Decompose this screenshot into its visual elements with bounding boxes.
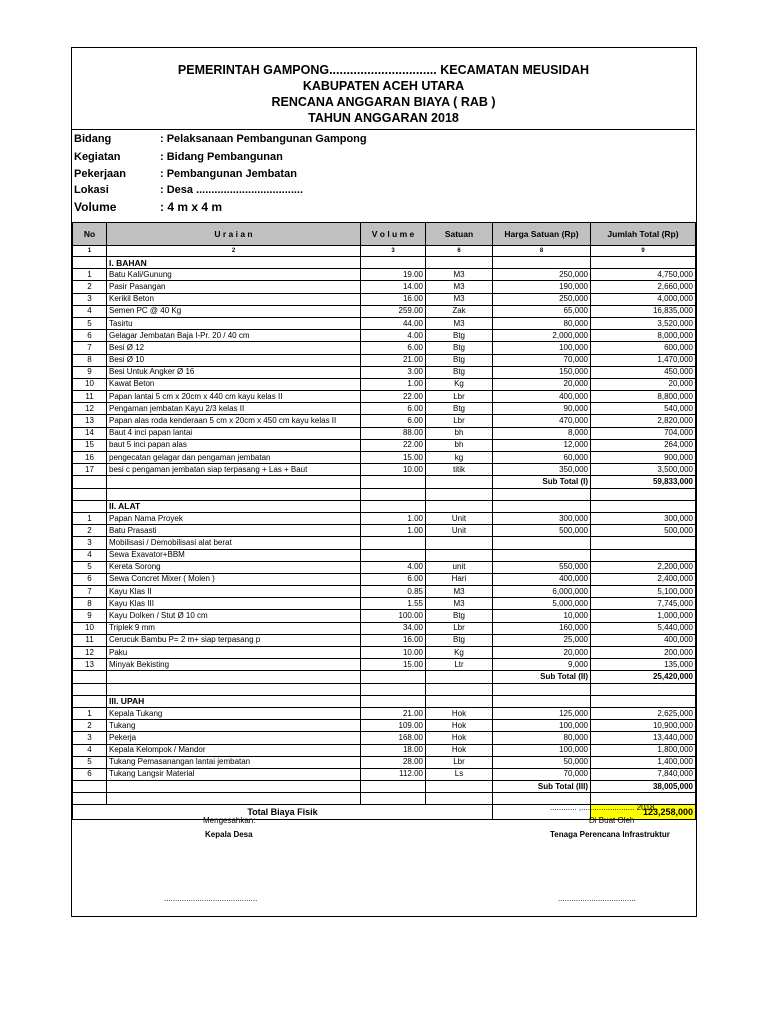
table-row: [73, 659, 696, 671]
row-volume: [361, 537, 426, 549]
row-no: 11: [73, 391, 107, 403]
row-volume: 28.00: [361, 756, 426, 768]
table-row: [73, 415, 696, 427]
table-row: [73, 744, 696, 756]
row-harga: 65,000: [493, 305, 591, 317]
row-no: 1: [73, 707, 107, 719]
row-uraian: Papan alas roda kenderaan 5 cm x 20cm x 450 cm kayu kelas II: [107, 415, 361, 427]
row-uraian: Kawat Beton: [107, 378, 361, 390]
row-satuan: Unit: [426, 525, 493, 537]
row-uraian: Semen PC @ 40 Kg: [107, 305, 361, 317]
row-satuan: Hok: [426, 732, 493, 744]
row-jumlah: 4,750,000: [591, 269, 696, 281]
row-no: 17: [73, 464, 107, 476]
row-jumlah: [591, 549, 696, 561]
table-row: [73, 561, 696, 573]
row-volume: 34.00: [361, 622, 426, 634]
row-jumlah: 16,835,000: [591, 305, 696, 317]
row-no: 10: [73, 622, 107, 634]
row-satuan: Kg: [426, 647, 493, 659]
row-harga: 2,000,000: [493, 330, 591, 342]
row-volume: 19.00: [361, 269, 426, 281]
total-label: Total Biaya Fisik: [73, 805, 493, 820]
table-row: [73, 464, 696, 476]
row-volume: 168.00: [361, 732, 426, 744]
table-row: [73, 512, 696, 524]
row-no: 13: [73, 659, 107, 671]
row-satuan: Zak: [426, 305, 493, 317]
row-satuan: Btg: [426, 330, 493, 342]
row-volume: 6.00: [361, 573, 426, 585]
row-uraian: Batu Kali/Gunung: [107, 269, 361, 281]
table-row: [73, 281, 696, 293]
section-title: II. ALAT: [107, 500, 361, 512]
row-harga: 20,000: [493, 378, 591, 390]
row-volume: 100.00: [361, 610, 426, 622]
row-jumlah: 3,520,000: [591, 317, 696, 329]
row-uraian: Besi Ø 12: [107, 342, 361, 354]
row-no: 3: [73, 537, 107, 549]
col-no: No: [73, 223, 107, 246]
row-harga: 300,000: [493, 512, 591, 524]
table-row: [73, 403, 696, 415]
row-no: 4: [73, 549, 107, 561]
footer-kepala-desa: Kepala Desa: [205, 830, 253, 839]
subtotal-label: Sub Total (III): [493, 781, 591, 793]
row-satuan: kg: [426, 452, 493, 464]
row-harga: 190,000: [493, 281, 591, 293]
row-harga: 400,000: [493, 391, 591, 403]
row-volume: 6.00: [361, 415, 426, 427]
row-volume: 15.00: [361, 452, 426, 464]
row-no: 2: [73, 720, 107, 732]
row-harga: 70,000: [493, 354, 591, 366]
table-row: [73, 293, 696, 305]
table-row: [73, 305, 696, 317]
row-jumlah: 600,000: [591, 342, 696, 354]
row-uraian: Cerucuk Bambu P= 2 m+ siap terpasang p: [107, 634, 361, 646]
row-harga: 250,000: [493, 293, 591, 305]
project-info: Bidang : Pelaksanaan Pembangunan Gampong Kegiatan : Bidang Pembangunan Pekerjaan : Pembangunan Jembatan Lokasi : Desa ................................... Volume : 4 m x 4 m: [74, 133, 367, 214]
row-uraian: Kepala Tukang: [107, 707, 361, 719]
row-no: 6: [73, 330, 107, 342]
table-row: [73, 427, 696, 439]
row-volume: 1.00: [361, 525, 426, 537]
row-satuan: Hari: [426, 573, 493, 585]
row-uraian: Triplek 9 mm: [107, 622, 361, 634]
subtotal-value: 25,420,000: [591, 671, 696, 683]
col-jumlah: Jumlah Total (Rp): [591, 223, 696, 246]
row-no: 13: [73, 415, 107, 427]
row-jumlah: 500,000: [591, 525, 696, 537]
row-jumlah: 2,820,000: [591, 415, 696, 427]
table-row: [73, 525, 696, 537]
row-volume: 16.00: [361, 293, 426, 305]
row-harga: 70,000: [493, 768, 591, 780]
row-volume: 16.00: [361, 634, 426, 646]
row-jumlah: 1,000,000: [591, 610, 696, 622]
table-row: [73, 647, 696, 659]
row-jumlah: 200,000: [591, 647, 696, 659]
section-title: I. BAHAN: [107, 257, 361, 269]
row-volume: 109.00: [361, 720, 426, 732]
row-jumlah: 1,800,000: [591, 744, 696, 756]
header-line-4: TAHUN ANGGARAN 2018: [308, 111, 459, 125]
row-no: 2: [73, 525, 107, 537]
row-jumlah: 900,000: [591, 452, 696, 464]
row-jumlah: 13,440,000: [591, 732, 696, 744]
row-uraian: Kayu Dolken / Stut Ø 10 cm: [107, 610, 361, 622]
row-satuan: M3: [426, 586, 493, 598]
row-satuan: Btg: [426, 342, 493, 354]
row-no: 3: [73, 732, 107, 744]
row-uraian: Tukang Langsir Material: [107, 768, 361, 780]
row-satuan: Btg: [426, 403, 493, 415]
row-volume: 4.00: [361, 330, 426, 342]
row-harga: 100,000: [493, 342, 591, 354]
table-header-row: [73, 223, 696, 246]
row-volume: [361, 549, 426, 561]
row-harga: [493, 537, 591, 549]
row-uraian: Besi Ø 10: [107, 354, 361, 366]
row-jumlah: 1,470,000: [591, 354, 696, 366]
row-jumlah: 4,000,000: [591, 293, 696, 305]
row-uraian: Kayu Klas III: [107, 598, 361, 610]
row-jumlah: 2,625,000: [591, 707, 696, 719]
spacer-row: [73, 683, 696, 695]
row-satuan: bh: [426, 427, 493, 439]
subtotal-value: 59,833,000: [591, 476, 696, 488]
footer-tenaga: Tenaga Perencana Infrastruktur: [550, 830, 670, 839]
col-uraian: U r a i a n: [107, 223, 361, 246]
row-satuan: M3: [426, 598, 493, 610]
table-row: [73, 391, 696, 403]
row-jumlah: 2,400,000: [591, 573, 696, 585]
row-uraian: Kereta Sorong: [107, 561, 361, 573]
row-satuan: [426, 549, 493, 561]
col-satuan: Satuan: [426, 223, 493, 246]
row-uraian: Kepala Kelompok / Mandor: [107, 744, 361, 756]
row-satuan: Lbr: [426, 391, 493, 403]
row-uraian: besi c pengaman jembatan siap terpasang + Las + Baut: [107, 464, 361, 476]
row-jumlah: 8,000,000: [591, 330, 696, 342]
row-jumlah: 3,500,000: [591, 464, 696, 476]
row-satuan: Hok: [426, 744, 493, 756]
row-no: 5: [73, 756, 107, 768]
row-uraian: Pasir Pasangan: [107, 281, 361, 293]
row-volume: 1.55: [361, 598, 426, 610]
row-volume: 88.00: [361, 427, 426, 439]
row-no: 12: [73, 647, 107, 659]
rab-sheet: [71, 47, 697, 917]
row-harga: 50,000: [493, 756, 591, 768]
subtotal-row: [73, 781, 696, 793]
row-uraian: Tukang: [107, 720, 361, 732]
row-jumlah: 2,660,000: [591, 281, 696, 293]
row-harga: 125,000: [493, 707, 591, 719]
spacer-row: [73, 488, 696, 500]
table-row: [73, 768, 696, 780]
signature-line-left: ..........................................: [164, 894, 258, 903]
row-no: 9: [73, 366, 107, 378]
row-satuan: Btg: [426, 354, 493, 366]
row-jumlah: 20,000: [591, 378, 696, 390]
row-no: 4: [73, 305, 107, 317]
row-jumlah: 450,000: [591, 366, 696, 378]
subtotal-row: [73, 476, 696, 488]
row-uraian: pengecatan gelagar dan pengaman jembatan: [107, 452, 361, 464]
row-satuan: Kg: [426, 378, 493, 390]
row-no: 7: [73, 586, 107, 598]
row-uraian: Gelagar Jembatan Baja I-Pr. 20 / 40 cm: [107, 330, 361, 342]
row-no: 10: [73, 378, 107, 390]
row-volume: 15.00: [361, 659, 426, 671]
row-uraian: Pengaman jembatan Kayu 2/3 kelas II: [107, 403, 361, 415]
row-satuan: Ls: [426, 768, 493, 780]
row-satuan: bh: [426, 439, 493, 451]
row-no: 2: [73, 281, 107, 293]
row-satuan: [426, 537, 493, 549]
table-row: [73, 598, 696, 610]
row-volume: 10.00: [361, 464, 426, 476]
row-harga: 90,000: [493, 403, 591, 415]
row-no: 15: [73, 439, 107, 451]
table-row: [73, 330, 696, 342]
row-jumlah: 300,000: [591, 512, 696, 524]
row-uraian: Batu Prasasti: [107, 525, 361, 537]
row-no: 16: [73, 452, 107, 464]
row-no: 6: [73, 768, 107, 780]
row-uraian: baut 5 inci papan alas: [107, 439, 361, 451]
row-no: 9: [73, 610, 107, 622]
row-volume: 10.00: [361, 647, 426, 659]
row-uraian: Baut 4 inci papan lantai: [107, 427, 361, 439]
col-volume: V o l u m e: [361, 223, 426, 246]
row-harga: 100,000: [493, 720, 591, 732]
row-jumlah: 264,000: [591, 439, 696, 451]
row-volume: 112.00: [361, 768, 426, 780]
row-satuan: Lbr: [426, 756, 493, 768]
row-harga: 80,000: [493, 317, 591, 329]
subtotal-label: Sub Total (I): [493, 476, 591, 488]
table-row: [73, 586, 696, 598]
row-no: 1: [73, 512, 107, 524]
signature-line-right: ...................................: [558, 894, 636, 903]
table-row: [73, 269, 696, 281]
row-uraian: Kerikil Beton: [107, 293, 361, 305]
table-row: [73, 634, 696, 646]
row-volume: 1.00: [361, 378, 426, 390]
row-no: 3: [73, 293, 107, 305]
section-title-row: [73, 695, 696, 707]
row-harga: 250,000: [493, 269, 591, 281]
row-harga: 10,000: [493, 610, 591, 622]
signature-area: [72, 798, 695, 916]
row-volume: 6.00: [361, 342, 426, 354]
row-no: 6: [73, 573, 107, 585]
row-no: 4: [73, 744, 107, 756]
row-jumlah: 8,800,000: [591, 391, 696, 403]
header-line-1: PEMERINTAH GAMPONG............................... KECAMATAN MEUSIDAH: [177, 63, 590, 77]
row-satuan: M3: [426, 281, 493, 293]
row-volume: 3.00: [361, 366, 426, 378]
row-volume: 44.00: [361, 317, 426, 329]
row-satuan: M3: [426, 317, 493, 329]
row-no: 11: [73, 634, 107, 646]
row-uraian: Tasirtu: [107, 317, 361, 329]
table-row: [73, 378, 696, 390]
table-row: [73, 537, 696, 549]
row-harga: 6,000,000: [493, 586, 591, 598]
row-uraian: Papan Nama Proyek: [107, 512, 361, 524]
row-satuan: Lbr: [426, 622, 493, 634]
row-harga: 20,000: [493, 647, 591, 659]
row-no: 7: [73, 342, 107, 354]
table-row: [73, 720, 696, 732]
row-harga: 9,000: [493, 659, 591, 671]
row-jumlah: 135,000: [591, 659, 696, 671]
row-volume: 21.00: [361, 354, 426, 366]
table-row: [73, 439, 696, 451]
header-line-3: RENCANA ANGGARAN BIAYA ( RAB ): [271, 95, 496, 109]
subtotal-row: [73, 671, 696, 683]
row-jumlah: [591, 537, 696, 549]
footer-dibuat: Di Buat Oleh: [589, 816, 635, 825]
row-satuan: Hok: [426, 720, 493, 732]
row-satuan: Lbr: [426, 415, 493, 427]
row-jumlah: 704,000: [591, 427, 696, 439]
row-satuan: titik: [426, 464, 493, 476]
row-no: 14: [73, 427, 107, 439]
footer-date: ............ ,........................ 2018: [550, 803, 655, 812]
row-satuan: Hok: [426, 707, 493, 719]
row-jumlah: 10,900,000: [591, 720, 696, 732]
row-satuan: unit: [426, 561, 493, 573]
row-satuan: Ltr: [426, 659, 493, 671]
subtotal-label: Sub Total (II): [493, 671, 591, 683]
row-volume: 0.85: [361, 586, 426, 598]
row-jumlah: 5,100,000: [591, 586, 696, 598]
row-no: 8: [73, 354, 107, 366]
row-volume: 4.00: [361, 561, 426, 573]
header-line-2: KABUPATEN ACEH UTARA: [302, 79, 465, 93]
row-volume: 6.00: [361, 403, 426, 415]
row-harga: 350,000: [493, 464, 591, 476]
row-no: 5: [73, 561, 107, 573]
table-row: [73, 610, 696, 622]
table-row: [73, 342, 696, 354]
row-uraian: Besi Untuk Angker Ø 16: [107, 366, 361, 378]
row-no: 1: [73, 269, 107, 281]
row-satuan: Btg: [426, 634, 493, 646]
row-satuan: Btg: [426, 366, 493, 378]
row-uraian: Mobilisasi / Demobilisasi alat berat: [107, 537, 361, 549]
row-jumlah: 400,000: [591, 634, 696, 646]
row-harga: 80,000: [493, 732, 591, 744]
row-harga: 60,000: [493, 452, 591, 464]
row-jumlah: 540,000: [591, 403, 696, 415]
row-harga: 470,000: [493, 415, 591, 427]
table-row: [73, 366, 696, 378]
section-title: III. UPAH: [107, 695, 361, 707]
table-row: [73, 354, 696, 366]
row-volume: 22.00: [361, 439, 426, 451]
row-volume: 1.00: [361, 512, 426, 524]
row-volume: 21.00: [361, 707, 426, 719]
table-index-row: 1 2 3 6 8 9: [73, 246, 696, 257]
row-no: 12: [73, 403, 107, 415]
row-uraian: Sewa Exavator+BBM: [107, 549, 361, 561]
row-harga: [493, 549, 591, 561]
row-uraian: Minyak Bekisting: [107, 659, 361, 671]
row-harga: 12,000: [493, 439, 591, 451]
row-harga: 100,000: [493, 744, 591, 756]
col-harga: Harga Satuan (Rp): [493, 223, 591, 246]
footer-mengesahkan: Mengesahkan:: [203, 816, 256, 825]
row-satuan: M3: [426, 293, 493, 305]
table-row: [73, 317, 696, 329]
row-jumlah: 5,440,000: [591, 622, 696, 634]
row-harga: 5,000,000: [493, 598, 591, 610]
row-uraian: Kayu Klas II: [107, 586, 361, 598]
table-row: [73, 452, 696, 464]
row-jumlah: 7,745,000: [591, 598, 696, 610]
row-harga: 150,000: [493, 366, 591, 378]
row-volume: 259.00: [361, 305, 426, 317]
row-uraian: Pekerja: [107, 732, 361, 744]
subtotal-value: 38,005,000: [591, 781, 696, 793]
row-harga: 400,000: [493, 573, 591, 585]
row-volume: 22.00: [361, 391, 426, 403]
row-harga: 500,000: [493, 525, 591, 537]
table-row: [73, 573, 696, 585]
row-harga: 8,000: [493, 427, 591, 439]
row-uraian: Paku: [107, 647, 361, 659]
row-harga: 25,000: [493, 634, 591, 646]
row-uraian: Sewa Concret Mixer ( Molen ): [107, 573, 361, 585]
section-title-row: [73, 500, 696, 512]
row-satuan: Unit: [426, 512, 493, 524]
document-header: [72, 48, 695, 130]
row-volume: 18.00: [361, 744, 426, 756]
row-satuan: Btg: [426, 610, 493, 622]
row-jumlah: 1,400,000: [591, 756, 696, 768]
table-row: [73, 707, 696, 719]
table-row: [73, 622, 696, 634]
row-harga: 550,000: [493, 561, 591, 573]
row-uraian: Tukang Pemasanangan lantai jembatan: [107, 756, 361, 768]
row-jumlah: 7,840,000: [591, 768, 696, 780]
total-value: 123,258,000: [591, 805, 696, 820]
section-title-row: [73, 257, 696, 269]
row-satuan: M3: [426, 269, 493, 281]
row-harga: 160,000: [493, 622, 591, 634]
row-jumlah: 2,200,000: [591, 561, 696, 573]
row-no: 8: [73, 598, 107, 610]
table-row: [73, 549, 696, 561]
row-no: 5: [73, 317, 107, 329]
row-volume: 14.00: [361, 281, 426, 293]
row-uraian: Papan lantai 5 cm x 20cm x 440 cm kayu kelas II: [107, 391, 361, 403]
table-row: [73, 756, 696, 768]
rab-table: [72, 222, 696, 820]
table-row: [73, 732, 696, 744]
